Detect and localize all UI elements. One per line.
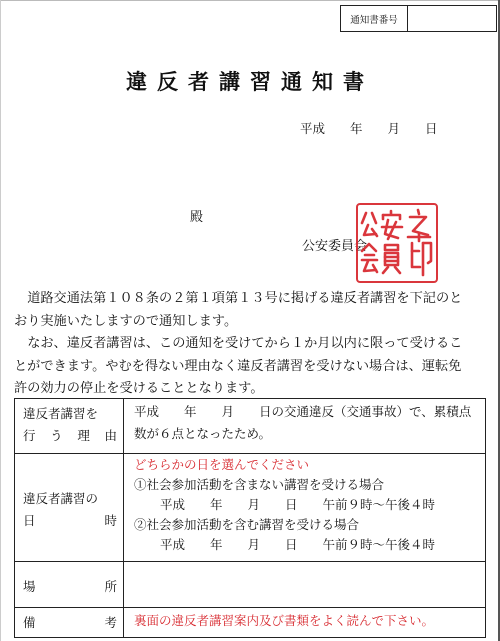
remarks-cell <box>124 608 486 638</box>
body-paragraph-1: 道路交通法第１０８条の２第１項第１３号に掲げる違反者講習を下記のとおり実施いたしますので通知します。 <box>14 291 463 329</box>
row-date <box>15 454 486 562</box>
issue-date: 平成 年 月 日 <box>300 121 438 136</box>
reason-cell <box>124 399 486 454</box>
row-place <box>15 562 486 608</box>
public-safety-commission-seal <box>356 203 438 283</box>
date-label-char-1: 日 <box>23 512 36 528</box>
reason-label-char-4: 由 <box>104 428 117 443</box>
place-cell <box>124 562 486 608</box>
remarks-label-char-2: 考 <box>104 615 117 630</box>
date-label-line1: 違反者講習の <box>23 490 99 506</box>
date-label-line2 <box>23 510 117 532</box>
row-remarks <box>15 608 486 638</box>
seal-graphic <box>358 205 436 281</box>
date-content <box>124 454 485 555</box>
notice-number-box <box>340 5 497 32</box>
date-option-2: ②社会参加活動を含む講習を受ける場合 <box>134 517 360 532</box>
date-choose-notice: どちらかの日を選んでください <box>134 457 310 472</box>
document-title: 違反者講習通知書 <box>126 70 374 94</box>
details-table <box>14 398 486 638</box>
place-label <box>15 562 124 608</box>
reason-label <box>15 399 124 454</box>
place-label-char-2: 所 <box>104 578 117 594</box>
place-value <box>124 562 485 564</box>
remarks-text: 裏面の違反者講習案内及び書類をよく読んで下さい。 <box>134 613 435 628</box>
date-label-char-2: 時 <box>104 512 117 528</box>
notice-number-label: 通知書番号 <box>341 6 408 31</box>
page-border-left <box>0 0 1 641</box>
date-option-1-time: 平成 年 月 日 午前９時～午後４時 <box>160 497 436 512</box>
date-option-1: ①社会参加活動を含まない講習を受ける場合 <box>134 477 385 492</box>
row-reason <box>15 399 486 454</box>
notice-body <box>14 288 466 401</box>
reason-text: 平成 年 月 日の交通違反（交通事故）で、累積点数が６点となったため。 <box>134 404 472 441</box>
body-paragraph-2: なお、違反者講習は、この通知を受けてから１か月以内に限って受けることができます。やむを得ない理由なく違反者講習を受けない場合は、運転免許の効力の停止を受けることとなります。 <box>14 336 463 397</box>
place-label-line <box>23 576 117 598</box>
place-label-char-1: 場 <box>23 578 36 594</box>
page-border-top <box>0 0 500 1</box>
reason-label-char-1: 行 <box>23 428 36 443</box>
notice-number-value <box>408 6 496 31</box>
issuer-name: 公安委員会 <box>302 239 368 254</box>
remarks-label-line <box>23 612 117 634</box>
date-cell <box>124 454 486 562</box>
addressee-suffix: 殿 <box>190 210 204 225</box>
reason-label-line1: 違反者講習を <box>23 406 99 421</box>
reason-label-line2 <box>23 425 117 447</box>
remarks-label <box>15 608 124 638</box>
date-label <box>15 454 124 562</box>
reason-label-char-3: 理 <box>77 428 90 443</box>
reason-label-char-2: う <box>50 428 63 443</box>
date-option-2-time: 平成 年 月 日 午前９時～午後４時 <box>160 537 436 552</box>
remarks-label-char-1: 備 <box>23 615 36 630</box>
